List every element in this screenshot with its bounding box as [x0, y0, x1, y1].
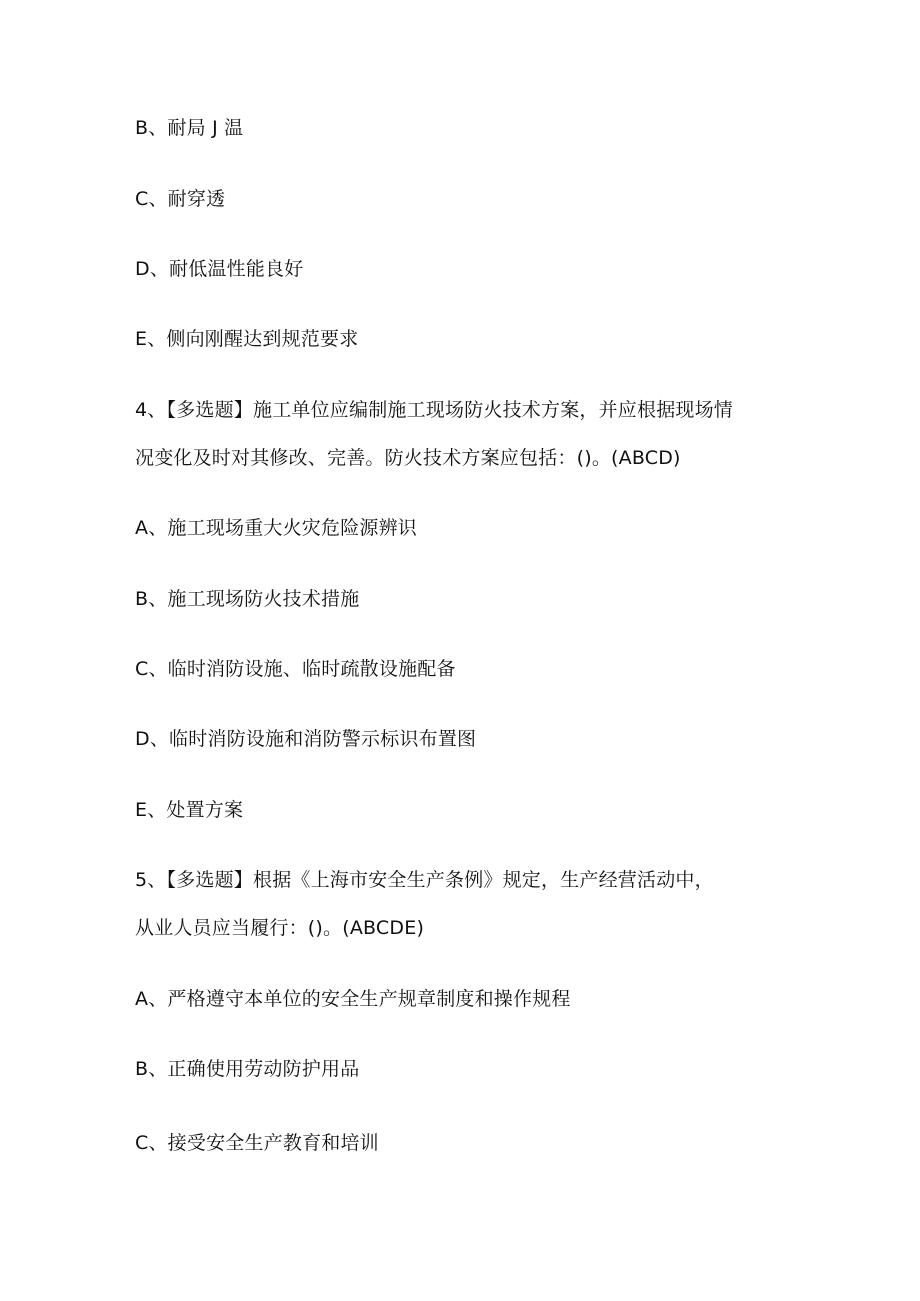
q4-option-c: C、临时消防设施、临时疏散设施配备	[135, 658, 456, 680]
q4-stem-line-2: 况变化及时对其修改、完善。防火技术方案应包括：()。(ABCD)	[135, 447, 681, 469]
q4-stem-line-1: 4、【多选题】施工单位应编制施工现场防火技术方案，并应根据现场情	[135, 399, 733, 421]
q3-option-b: B、耐局 J 温	[135, 117, 244, 139]
q4-option-e: E、处置方案	[135, 799, 244, 821]
q4-option-b: B、施工现场防火技术措施	[135, 588, 360, 610]
q5-option-a: A、严格遵守本单位的安全生产规章制度和操作规程	[135, 988, 571, 1010]
q3-option-e: E、侧向刚醒达到规范要求	[135, 328, 359, 350]
q4-option-d: D、临时消防设施和消防警示标识布置图	[135, 728, 477, 750]
q5-option-b: B、正确使用劳动防护用品	[135, 1058, 360, 1080]
q5-stem-line-2: 从业人员应当履行：()。(ABCDE)	[135, 917, 425, 939]
q5-stem-line-1: 5、【多选题】根据《上海市安全生产条例》规定，生产经营活动中，	[135, 869, 714, 891]
q5-option-c: C、接受安全生产教育和培训	[135, 1132, 379, 1154]
q3-option-c: C、耐穿透	[135, 188, 226, 210]
q3-option-d: D、耐低温性能良好	[135, 258, 304, 280]
q4-option-a: A、施工现场重大火灾危险源辨识	[135, 517, 417, 539]
